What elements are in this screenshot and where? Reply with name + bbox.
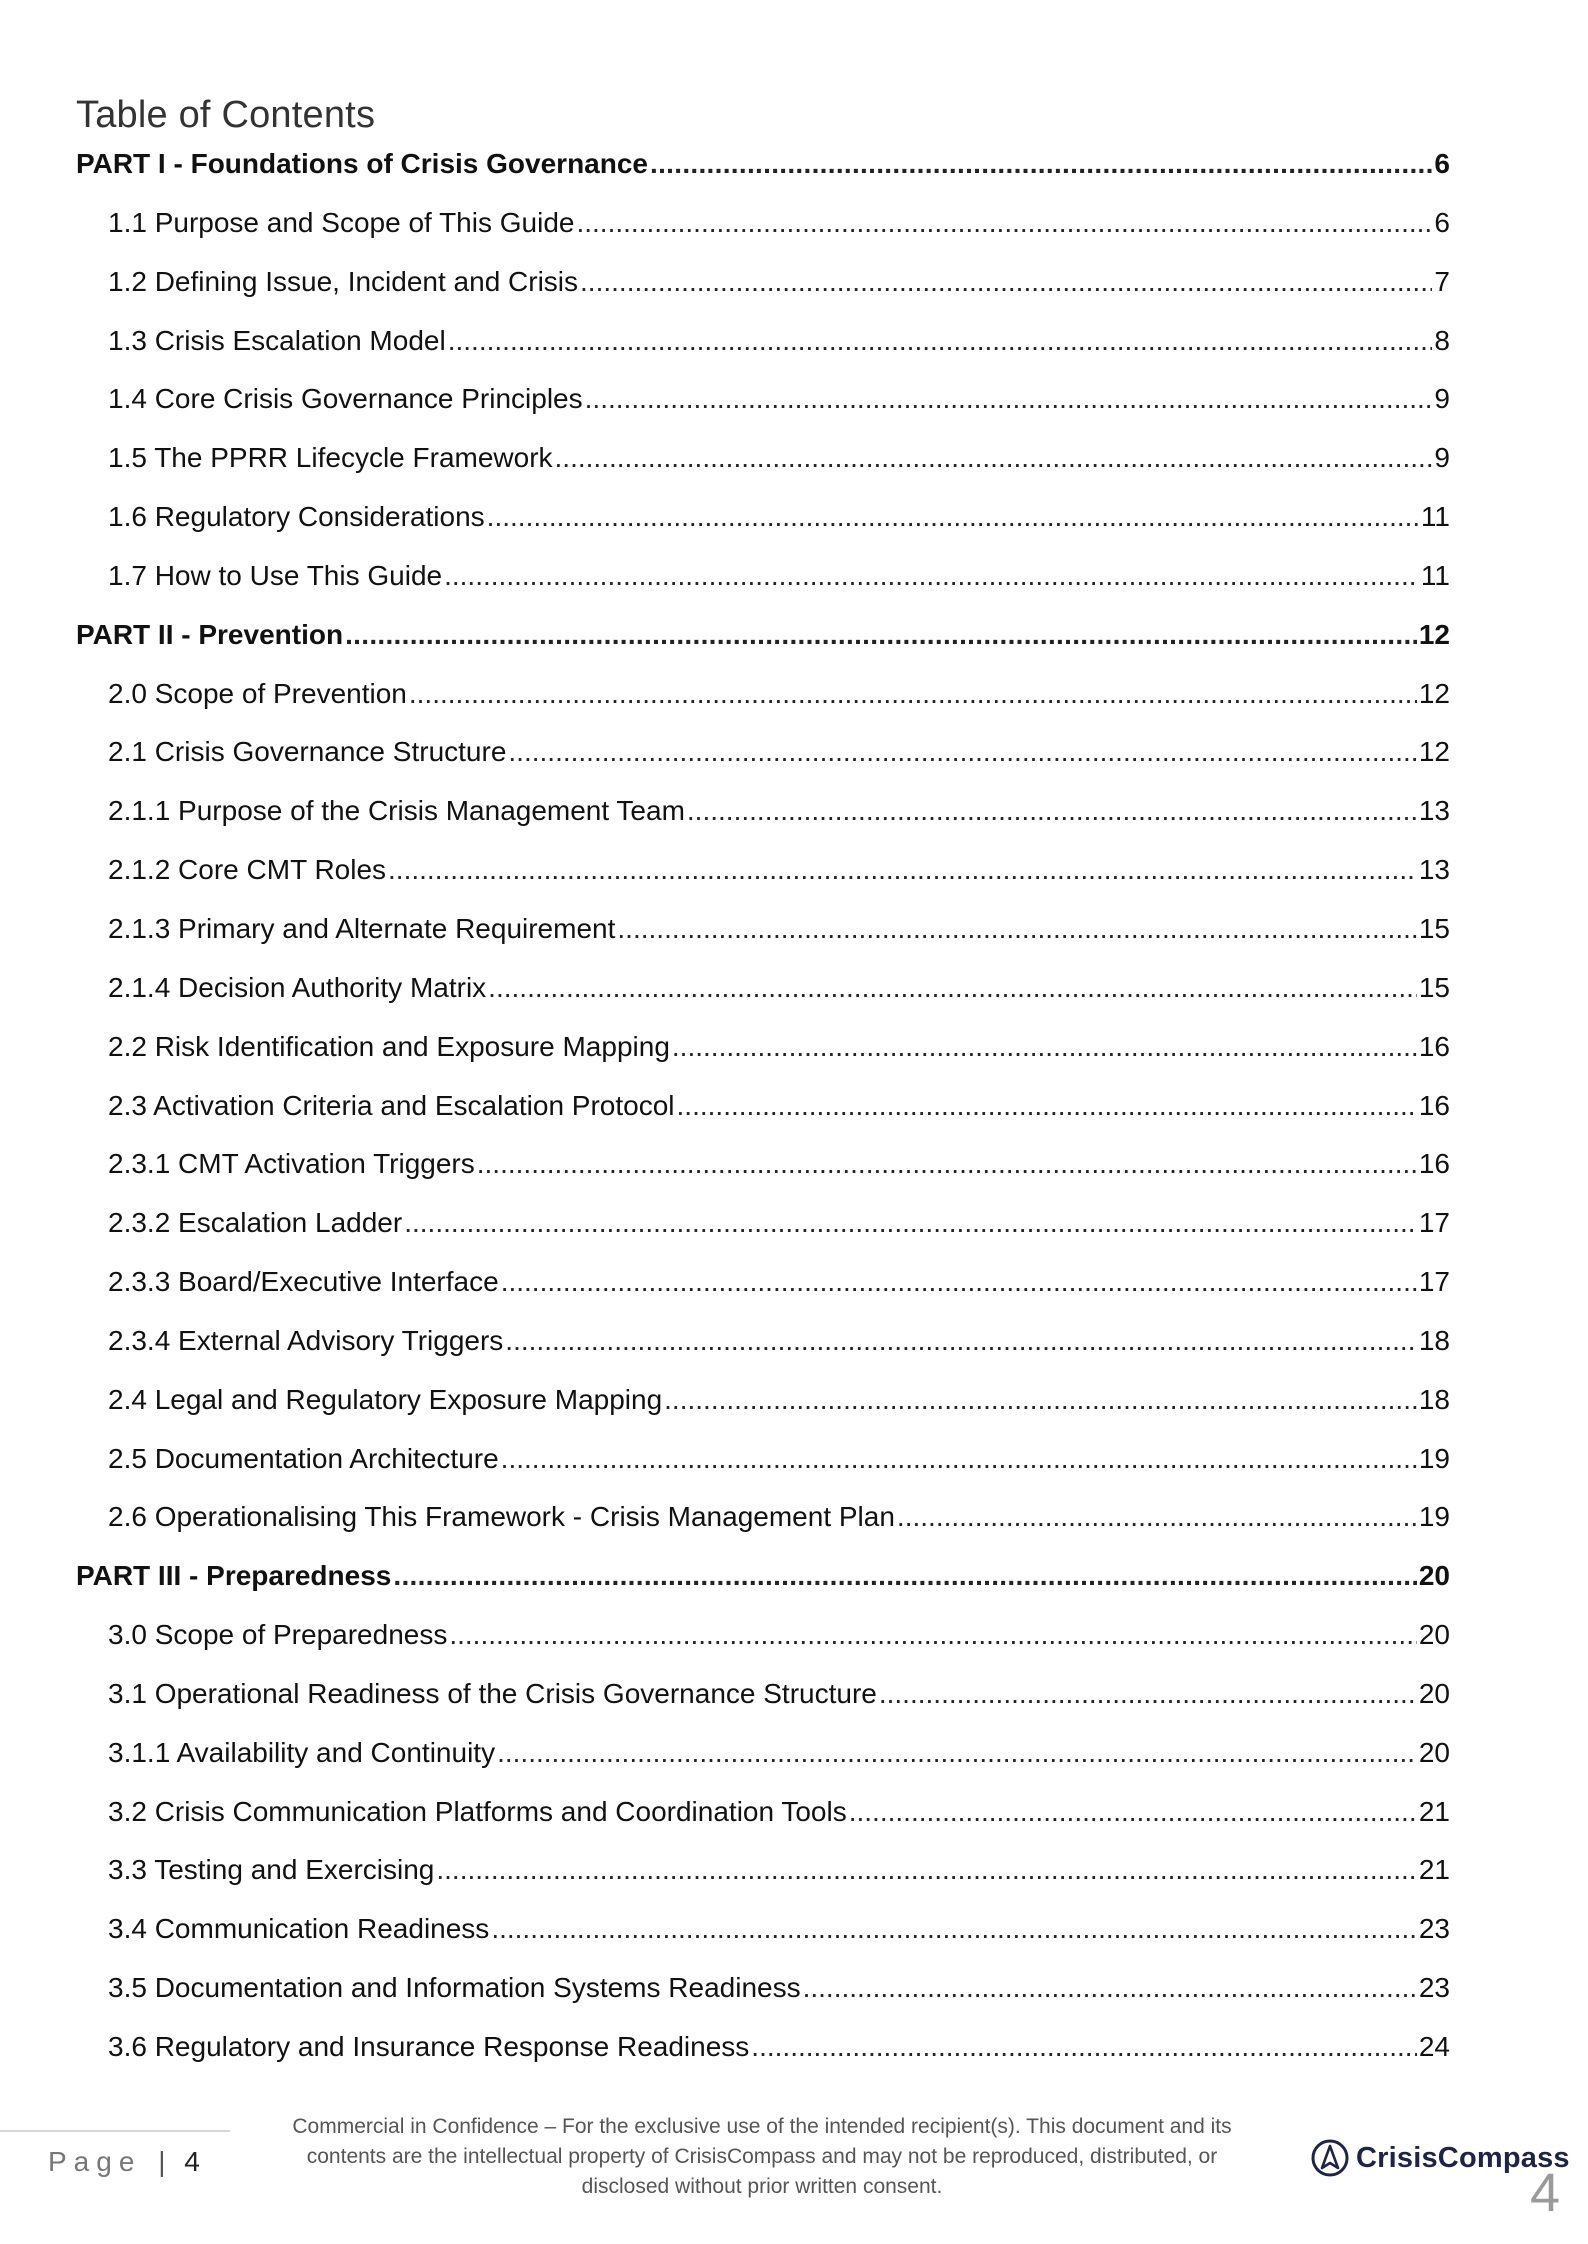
toc-section-entry[interactable] bbox=[76, 1911, 1450, 1970]
footer-divider bbox=[0, 2130, 230, 2132]
toc-section-entry[interactable] bbox=[76, 1852, 1450, 1911]
dot-leader bbox=[897, 1499, 1417, 1535]
dot-leader bbox=[664, 1382, 1417, 1418]
toc-section-entry[interactable] bbox=[76, 499, 1450, 558]
toc-entry-page: 20 bbox=[1418, 1560, 1450, 1592]
toc-entry-title: 2.5 Documentation Architecture bbox=[108, 1442, 499, 1474]
toc-entry-title: 3.2 Crisis Communication Platforms and Coordination Tools bbox=[108, 1795, 847, 1827]
toc-entry-title: 2.2 Risk Identification and Exposure Mapping bbox=[108, 1030, 670, 1062]
toc-entry-page: 11 bbox=[1420, 559, 1450, 591]
toc-entry-page: 17 bbox=[1418, 1266, 1450, 1298]
toc-entry-page: 9 bbox=[1434, 442, 1450, 474]
toc-entry-title: 3.4 Communication Readiness bbox=[108, 1913, 490, 1945]
toc-section-entry[interactable] bbox=[76, 264, 1450, 323]
toc-section-entry[interactable] bbox=[76, 2029, 1450, 2088]
toc-heading: Table of Contents bbox=[76, 94, 376, 136]
toc-entry-title: 2.3.1 CMT Activation Triggers bbox=[108, 1148, 475, 1180]
dot-leader bbox=[345, 617, 1417, 653]
toc-section-entry[interactable] bbox=[76, 558, 1450, 617]
toc-section-entry[interactable] bbox=[76, 205, 1450, 264]
dot-leader bbox=[751, 2029, 1417, 2065]
toc-entry-title: 3.1.1 Availability and Continuity bbox=[108, 1736, 496, 1768]
toc-entry-page: 12 bbox=[1418, 677, 1450, 709]
toc-entry-page: 6 bbox=[1434, 206, 1450, 238]
toc-entry-title: 2.1.1 Purpose of the Crisis Management Team bbox=[108, 795, 685, 827]
dot-leader bbox=[477, 1146, 1417, 1182]
toc-section-entry[interactable] bbox=[76, 1499, 1450, 1558]
toc-entry-title: 1.3 Crisis Escalation Model bbox=[108, 324, 446, 356]
toc-entry-title: 2.1 Crisis Governance Structure bbox=[108, 736, 507, 768]
dot-leader bbox=[585, 381, 1433, 417]
toc-entry-page: 6 bbox=[1434, 148, 1450, 179]
dot-leader bbox=[803, 1970, 1417, 2006]
toc-entry-page: 21 bbox=[1418, 1795, 1450, 1827]
toc-section-entry[interactable] bbox=[76, 1323, 1450, 1382]
dot-leader bbox=[576, 205, 1432, 241]
toc-section-entry[interactable] bbox=[76, 1146, 1450, 1205]
toc-section-entry[interactable] bbox=[76, 381, 1450, 440]
toc-entry-title: 3.0 Scope of Preparedness bbox=[108, 1619, 448, 1651]
toc-entry-page: 12 bbox=[1418, 736, 1450, 768]
toc-entry-page: 13 bbox=[1418, 795, 1450, 827]
compass-icon bbox=[1310, 2138, 1350, 2178]
toc-entry-title: 3.5 Documentation and Information Systems Readiness bbox=[108, 1972, 801, 2004]
dot-leader bbox=[449, 1617, 1417, 1653]
toc-entry-page: 15 bbox=[1418, 912, 1450, 944]
toc-section-entry[interactable] bbox=[76, 676, 1450, 735]
toc-entry-page: 15 bbox=[1418, 971, 1450, 1003]
toc-section-entry[interactable] bbox=[76, 1970, 1450, 2029]
toc-entry-title: 1.6 Regulatory Considerations bbox=[108, 501, 485, 533]
dot-leader bbox=[388, 852, 1417, 888]
dot-leader bbox=[497, 1735, 1417, 1771]
toc-section-entry[interactable] bbox=[76, 734, 1450, 793]
dot-leader bbox=[580, 264, 1432, 300]
page-number: 4 bbox=[184, 2146, 200, 2177]
toc-section-entry[interactable] bbox=[76, 1382, 1450, 1441]
dot-leader bbox=[505, 1323, 1417, 1359]
toc-entry-title: 2.6 Operationalising This Framework - Crisis Management Plan bbox=[108, 1501, 895, 1533]
toc-entry-page: 20 bbox=[1418, 1677, 1450, 1709]
dot-leader bbox=[487, 499, 1419, 535]
toc-section-entry[interactable] bbox=[76, 1029, 1450, 1088]
table-of-contents bbox=[76, 146, 1450, 2088]
dot-leader bbox=[491, 1911, 1417, 1947]
toc-section-entry[interactable] bbox=[76, 1264, 1450, 1323]
toc-entry-page: 19 bbox=[1418, 1501, 1450, 1533]
toc-entry-page: 23 bbox=[1418, 1913, 1450, 1945]
toc-part-entry[interactable] bbox=[76, 617, 1450, 676]
toc-entry-page: 12 bbox=[1418, 618, 1450, 650]
toc-section-entry[interactable] bbox=[76, 1617, 1450, 1676]
toc-entry-title: 3.6 Regulatory and Insurance Response Readiness bbox=[108, 2031, 750, 2062]
toc-entry-page: 11 bbox=[1420, 501, 1450, 533]
toc-section-entry[interactable] bbox=[76, 970, 1450, 1029]
toc-entry-title: PART II - Prevention bbox=[76, 618, 344, 650]
toc-entry-title: 1.1 Purpose and Scope of This Guide bbox=[108, 206, 575, 238]
toc-entry-page: 16 bbox=[1418, 1148, 1450, 1180]
dot-leader bbox=[672, 1029, 1417, 1065]
toc-section-entry[interactable] bbox=[76, 1205, 1450, 1264]
toc-entry-page: 8 bbox=[1434, 324, 1450, 356]
page-label bbox=[48, 2146, 200, 2178]
dot-leader bbox=[404, 1205, 1417, 1241]
toc-entry-title: 3.1 Operational Readiness of the Crisis Governance Structure bbox=[108, 1677, 877, 1709]
toc-section-entry[interactable] bbox=[76, 911, 1450, 970]
dot-leader bbox=[488, 970, 1417, 1006]
toc-entry-page: 18 bbox=[1418, 1324, 1450, 1356]
toc-section-entry[interactable] bbox=[76, 1735, 1450, 1794]
toc-entry-title: 2.3 Activation Criteria and Escalation Protocol bbox=[108, 1089, 675, 1121]
page-label-text: Page bbox=[48, 2146, 142, 2177]
disclaimer-line: disclosed without prior written consent. bbox=[581, 2175, 943, 2198]
toc-entry-page: 18 bbox=[1418, 1383, 1450, 1415]
toc-section-entry[interactable] bbox=[76, 1088, 1450, 1147]
disclaimer-line: contents are the intellectual property of CrisisCompass and may not be reproduced, distributed, or bbox=[306, 2145, 1218, 2168]
toc-entry-title: 2.0 Scope of Prevention bbox=[108, 677, 407, 709]
toc-entry-title: 1.5 The PPRR Lifecycle Framework bbox=[108, 442, 553, 474]
dot-leader bbox=[677, 1088, 1417, 1124]
toc-entry-page: 13 bbox=[1418, 854, 1450, 886]
dot-leader bbox=[501, 1441, 1417, 1477]
toc-entry-page: 20 bbox=[1418, 1736, 1450, 1768]
dot-leader bbox=[409, 676, 1417, 712]
dot-leader bbox=[687, 793, 1417, 829]
dot-leader bbox=[879, 1676, 1417, 1712]
toc-entry-page: 17 bbox=[1418, 1207, 1450, 1239]
dot-leader bbox=[617, 911, 1416, 947]
toc-part-entry[interactable] bbox=[76, 146, 1450, 205]
toc-entry-title: PART III - Preparedness bbox=[76, 1560, 392, 1592]
toc-entry-title: PART I - Foundations of Crisis Governance bbox=[76, 148, 648, 179]
toc-section-entry[interactable] bbox=[76, 1794, 1450, 1853]
toc-entry-title: 2.1.3 Primary and Alternate Requirement bbox=[108, 912, 616, 944]
toc-section-entry[interactable] bbox=[76, 323, 1450, 382]
toc-entry-title: 1.7 How to Use This Guide bbox=[108, 559, 443, 591]
toc-entry-title: 2.4 Legal and Regulatory Exposure Mapping bbox=[108, 1383, 663, 1415]
toc-entry-title: 2.3.2 Escalation Ladder bbox=[108, 1207, 403, 1239]
toc-entry-page: 16 bbox=[1418, 1030, 1450, 1062]
toc-entry-page: 20 bbox=[1418, 1619, 1450, 1651]
toc-entry-title: 1.2 Defining Issue, Incident and Crisis bbox=[108, 265, 579, 297]
toc-section-entry[interactable] bbox=[76, 440, 1450, 499]
dot-leader bbox=[444, 558, 1419, 594]
toc-entry-page: 24 bbox=[1418, 2031, 1450, 2062]
toc-entry-title: 2.3.4 External Advisory Triggers bbox=[108, 1324, 504, 1356]
dot-leader bbox=[650, 146, 1432, 182]
disclaimer-line: Commercial in Confidence – For the exclusive use of the intended recipient(s). This document and its bbox=[292, 2115, 1232, 2138]
toc-section-entry[interactable] bbox=[76, 793, 1450, 852]
toc-entry-page: 23 bbox=[1418, 1972, 1450, 2004]
toc-entry-title: 3.3 Testing and Exercising bbox=[108, 1854, 435, 1886]
dot-leader bbox=[448, 323, 1433, 359]
confidentiality-disclaimer bbox=[258, 2112, 1266, 2202]
toc-entry-page: 21 bbox=[1418, 1854, 1450, 1886]
dot-leader bbox=[555, 440, 1433, 476]
dot-leader bbox=[849, 1794, 1417, 1830]
dot-leader bbox=[508, 734, 1416, 770]
dot-leader bbox=[501, 1264, 1417, 1300]
corner-page-number: 4 bbox=[1529, 2163, 1560, 2223]
toc-entry-title: 2.1.4 Decision Authority Matrix bbox=[108, 971, 487, 1003]
toc-entry-title: 1.4 Core Crisis Governance Principles bbox=[108, 383, 583, 415]
toc-section-entry[interactable] bbox=[76, 1441, 1450, 1500]
toc-entry-page: 7 bbox=[1434, 265, 1450, 297]
toc-entry-page: 16 bbox=[1418, 1089, 1450, 1121]
toc-entry-title: 2.1.2 Core CMT Roles bbox=[108, 854, 387, 886]
page-label-separator: | bbox=[158, 2146, 166, 2177]
toc-section-entry[interactable] bbox=[76, 1676, 1450, 1735]
toc-part-entry[interactable] bbox=[76, 1558, 1450, 1617]
logo-text: CrisisCompass bbox=[1356, 2141, 1570, 2174]
toc-entry-title: 2.3.3 Board/Executive Interface bbox=[108, 1266, 499, 1298]
toc-entry-page: 19 bbox=[1418, 1442, 1450, 1474]
dot-leader bbox=[393, 1558, 1416, 1594]
toc-entry-page: 9 bbox=[1434, 383, 1450, 415]
dot-leader bbox=[436, 1852, 1416, 1888]
toc-section-entry[interactable] bbox=[76, 852, 1450, 911]
